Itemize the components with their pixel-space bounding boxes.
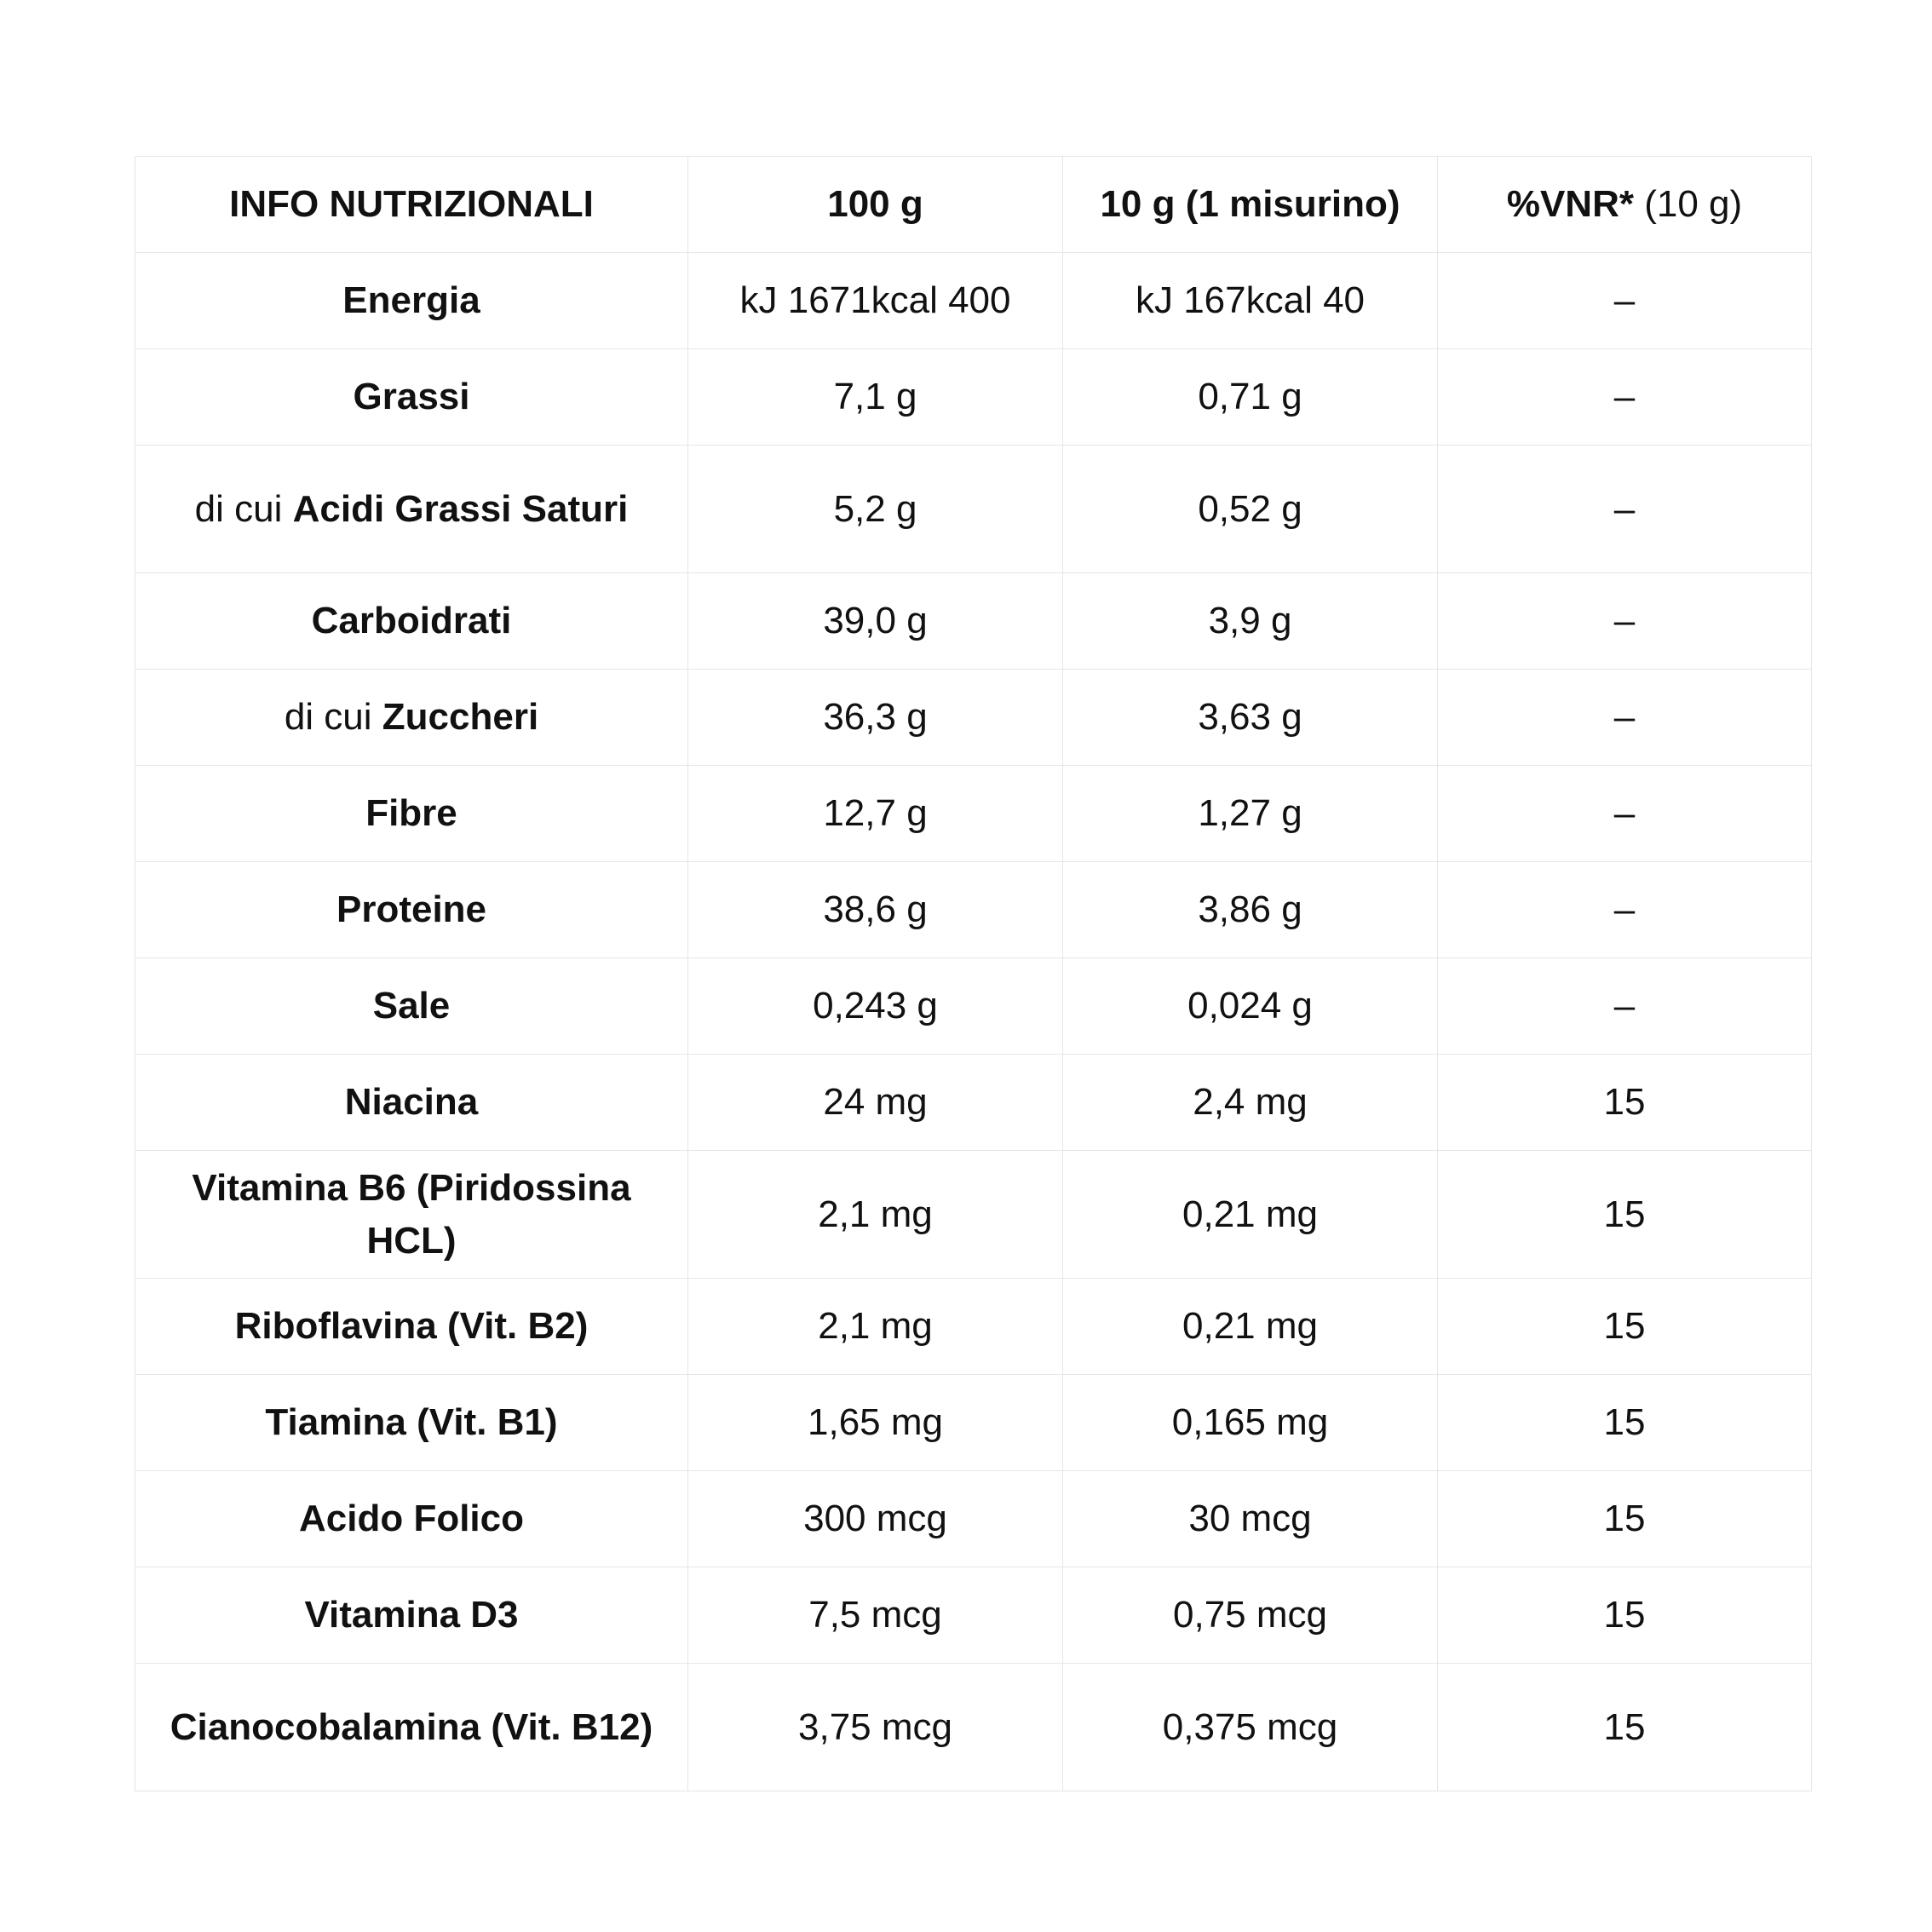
table-row [135,446,1812,573]
value-vnr: – [1438,253,1812,349]
nutrient-name-cell [135,1567,688,1664]
nutrient-name-cell [135,349,688,446]
table-header-row [135,157,1812,253]
nutrient-name: Riboflavina (Vit. B2) [234,1305,589,1347]
value-vnr: – [1438,862,1812,958]
table-row [135,1375,1812,1471]
value-per-100g: 38,6 g [688,862,1063,958]
nutrient-name: Vitamina D3 [304,1594,519,1636]
nutrient-name-cell [135,766,688,862]
nutrient-name: Grassi [353,376,470,417]
nutrient-name: Carboidrati [311,600,512,641]
table-row [135,670,1812,766]
nutrient-name: Acido Folico [299,1498,524,1539]
value-per-10g: 0,024 g [1063,958,1438,1055]
value-vnr: 15 [1438,1151,1812,1279]
header-per-10g: 10 g (1 misurino) [1063,157,1438,253]
nutrient-name-cell [135,958,688,1055]
table-row [135,1567,1812,1664]
value-vnr: – [1438,573,1812,670]
value-vnr: 15 [1438,1375,1812,1471]
nutrient-name-cell [135,1375,688,1471]
value-vnr: 15 [1438,1567,1812,1664]
value-per-10g: 0,165 mg [1063,1375,1438,1471]
value-per-100g: 12,7 g [688,766,1063,862]
nutrient-name: Niacina [344,1081,479,1123]
value-per-10g: 0,375 mcg [1063,1664,1438,1791]
value-vnr: 15 [1438,1279,1812,1375]
header-vnr-serving: (10 g) [1633,183,1743,225]
value-per-100g: 2,1 mg [688,1151,1063,1279]
nutrient-prefix: di cui [284,696,382,738]
value-per-100g: 39,0 g [688,573,1063,670]
value-per-100g: 7,1 g [688,349,1063,446]
table-row [135,862,1812,958]
table-row [135,1664,1812,1791]
value-vnr: 15 [1438,1664,1812,1791]
value-per-100g: 7,5 mcg [688,1567,1063,1664]
value-per-100g: 36,3 g [688,670,1063,766]
nutrient-name-cell [135,1664,688,1791]
nutrient-name-cell [135,573,688,670]
value-per-100g: 300 mcg [688,1471,1063,1567]
table-row [135,349,1812,446]
value-per-100g: 1,65 mg [688,1375,1063,1471]
value-per-10g: 3,63 g [1063,670,1438,766]
nutrient-name-cell [135,1055,688,1151]
nutrient-name: Proteine [336,888,487,930]
value-per-100g: kJ 1671kcal 400 [688,253,1063,349]
nutrient-name-cell [135,1471,688,1567]
value-per-10g: 0,52 g [1063,446,1438,573]
value-per-10g: 0,71 g [1063,349,1438,446]
value-per-10g: 0,21 mg [1063,1279,1438,1375]
nutrient-name: Tiamina (Vit. B1) [265,1401,558,1443]
nutrient-name: Cianocobalamina (Vit. B12) [170,1705,653,1748]
value-per-100g: 5,2 g [688,446,1063,573]
header-vnr-label: %VNR* [1506,183,1634,225]
table-row [135,958,1812,1055]
nutrient-name: Fibre [365,792,457,834]
header-nutrient: INFO NUTRIZIONALI [135,157,688,253]
table-row [135,1279,1812,1375]
header-per-100g: 100 g [688,157,1063,253]
nutrient-name-cell [135,253,688,349]
nutrient-name-cell [135,670,688,766]
nutrient-name-cell [135,446,688,573]
nutrient-name: Sale [372,985,451,1026]
table-row [135,573,1812,670]
value-per-10g: 1,27 g [1063,766,1438,862]
table-row [135,1471,1812,1567]
value-per-10g: 0,21 mg [1063,1151,1438,1279]
nutrient-name: Vitamina B6 (Piridossina HCL) [192,1166,631,1262]
value-vnr: – [1438,958,1812,1055]
table-row [135,1151,1812,1279]
value-per-100g: 3,75 mcg [688,1664,1063,1791]
nutrient-name-cell [135,862,688,958]
value-per-100g: 24 mg [688,1055,1063,1151]
value-per-10g: 0,75 mcg [1063,1567,1438,1664]
value-per-10g: 3,86 g [1063,862,1438,958]
nutrient-name: Energia [342,279,480,321]
value-vnr: – [1438,349,1812,446]
table-row [135,1055,1812,1151]
table-row [135,253,1812,349]
header-vnr [1438,157,1812,253]
value-per-10g: kJ 167kcal 40 [1063,253,1438,349]
nutrient-name: Acidi Grassi Saturi [292,487,629,530]
value-vnr: – [1438,670,1812,766]
table-row [135,766,1812,862]
table-body [135,253,1812,1791]
value-per-100g: 2,1 mg [688,1279,1063,1375]
value-vnr: 15 [1438,1055,1812,1151]
value-vnr: – [1438,766,1812,862]
value-per-10g: 2,4 mg [1063,1055,1438,1151]
value-per-10g: 3,9 g [1063,573,1438,670]
value-per-100g: 0,243 g [688,958,1063,1055]
value-per-10g: 30 mcg [1063,1471,1438,1567]
nutrient-name: Zuccheri [382,696,539,738]
value-vnr: 15 [1438,1471,1812,1567]
nutrient-prefix: di cui [194,487,293,530]
nutrition-facts-table [135,156,1812,1791]
value-vnr: – [1438,446,1812,573]
nutrient-name-cell [135,1151,688,1279]
nutrient-name-cell [135,1279,688,1375]
